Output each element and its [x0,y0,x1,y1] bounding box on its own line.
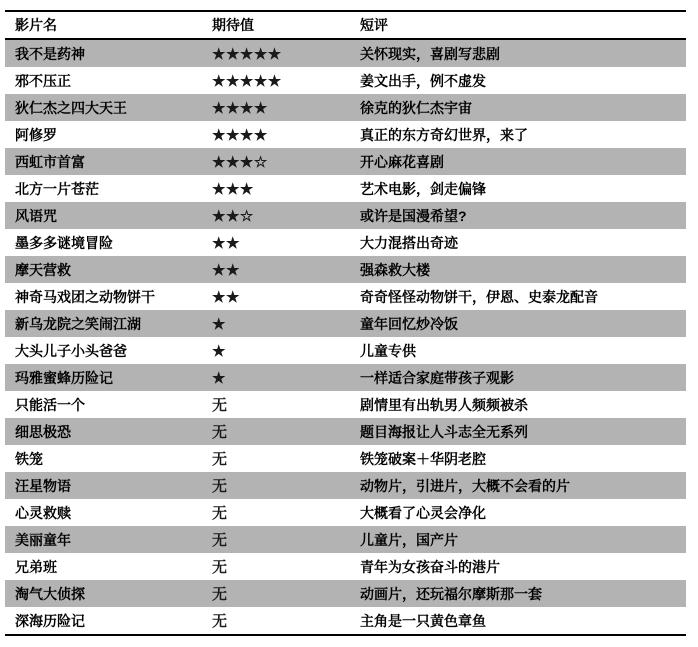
movie-review-cell: 动物片，引进片，大概不会看的片 [360,477,570,494]
movie-rating-cell: ★ [212,315,226,333]
table-row [5,418,686,445]
movie-rating-cell: 无 [212,478,228,495]
movie-rating-cell: ★★★★ [212,126,268,144]
movie-rating-cell: ★★★☆ [212,153,268,171]
movie-rating-cell: ★★ [212,234,240,252]
movie-review-cell: 徐克的狄仁杰宇宙 [360,99,472,116]
movie-rating-cell: ★ [212,342,226,360]
movie-rating-cell: ★★☆ [212,207,254,225]
movie-rating-cell: ★★★ [212,180,254,198]
movie-review-cell: 奇奇怪怪动物饼干，伊恩、史泰龙配音 [360,288,598,305]
table-row [5,553,686,580]
table-body [5,40,686,634]
movie-review-cell: 开心麻花喜剧 [360,153,444,170]
movie-ratings-table [5,10,686,636]
column-header-short-review: 短评 [360,17,388,33]
movie-title-cell: 只能活一个 [15,396,85,413]
movie-title-cell: 我不是药神 [15,45,85,62]
table-row [5,283,686,310]
movie-review-cell: 剧情里有出轨男人频频被杀 [360,396,528,413]
movie-rating-cell: ★★★★★ [212,72,282,90]
movie-title-cell: 邪不压正 [15,72,71,89]
movie-review-cell: 大力混搭出奇迹 [360,234,458,251]
table-row [5,472,686,499]
movie-title-cell: 细思极恐 [15,423,71,440]
movie-title-cell: 墨多多谜境冒险 [15,234,113,251]
column-header-film-title: 影片名 [15,17,57,33]
movie-title-cell: 汪星物语 [15,477,71,494]
movie-title-cell: 淘气大侦探 [15,585,85,602]
movie-title-cell: 北方一片苍茫 [15,180,99,197]
movie-rating-cell: 无 [212,586,228,603]
table-row [5,256,686,283]
movie-title-cell: 阿修罗 [15,126,57,143]
movie-rating-cell: 无 [212,397,228,414]
movie-rating-cell: ★ [212,369,226,387]
movie-rating-cell: 无 [212,424,228,441]
table-header-row [5,12,686,40]
movie-review-cell: 或许是国漫希望? [360,207,467,224]
movie-review-cell: 题目海报让人斗志全无系列 [360,423,528,440]
table-row [5,148,686,175]
movie-rating-cell: 无 [212,505,228,522]
movie-rating-cell: ★★★★ [212,99,268,117]
movie-title-cell: 大头儿子小头爸爸 [15,342,127,359]
movie-title-cell: 风语咒 [15,207,57,224]
movie-review-cell: 儿童片，国产片 [360,531,458,548]
column-header-expectation: 期待值 [212,17,254,33]
movie-review-cell: 儿童专供 [360,342,416,359]
movie-title-cell: 西虹市首富 [15,153,85,170]
movie-rating-cell: 无 [212,613,228,630]
table-row [5,607,686,634]
movie-review-cell: 童年回忆炒冷饭 [360,315,458,332]
movie-review-cell: 强森救大楼 [360,261,430,278]
movie-rating-cell: 无 [212,559,228,576]
movie-title-cell: 深海历险记 [15,612,85,629]
table-row [5,391,686,418]
table-row [5,526,686,553]
table-row [5,202,686,229]
movie-title-cell: 神奇马戏团之动物饼干 [15,288,155,305]
table-row [5,364,686,391]
movie-review-cell: 关怀现实，喜剧写悲剧 [360,45,500,62]
movie-review-cell: 青年为女孩奋斗的港片 [360,558,500,575]
table-row [5,445,686,472]
movie-rating-cell: ★★ [212,288,240,306]
table-row [5,580,686,607]
movie-title-cell: 铁笼 [15,450,43,467]
movie-review-cell: 艺术电影，剑走偏锋 [360,180,486,197]
table-row [5,94,686,121]
movie-review-cell: 主角是一只黄色章鱼 [360,612,486,629]
movie-rating-cell: ★★ [212,261,240,279]
movie-rating-cell: 无 [212,451,228,468]
movie-title-cell: 摩天营救 [15,261,71,278]
table-row [5,121,686,148]
table-row [5,175,686,202]
movie-title-cell: 玛雅蜜蜂历险记 [15,369,113,386]
movie-review-cell: 动画片，还玩福尔摩斯那一套 [360,585,542,602]
movie-review-cell: 真正的东方奇幻世界，来了 [360,126,528,143]
table-row [5,229,686,256]
movie-rating-cell: ★★★★★ [212,45,282,63]
movie-review-cell: 一样适合家庭带孩子观影 [360,369,514,386]
movie-review-cell: 铁笼破案＋华阴老腔 [360,450,486,467]
movie-review-cell: 姜文出手，例不虚发 [360,72,486,89]
table-row [5,40,686,67]
movie-title-cell: 兄弟班 [15,558,57,575]
movie-review-cell: 大概看了心灵会净化 [360,504,486,521]
movie-rating-cell: 无 [212,532,228,549]
movie-title-cell: 美丽童年 [15,531,71,548]
movie-title-cell: 狄仁杰之四大天王 [15,99,127,116]
table-row [5,337,686,364]
table-row [5,67,686,94]
table-row [5,499,686,526]
movie-title-cell: 心灵救赎 [15,504,71,521]
table-row [5,310,686,337]
movie-title-cell: 新乌龙院之笑闹江湖 [15,315,141,332]
